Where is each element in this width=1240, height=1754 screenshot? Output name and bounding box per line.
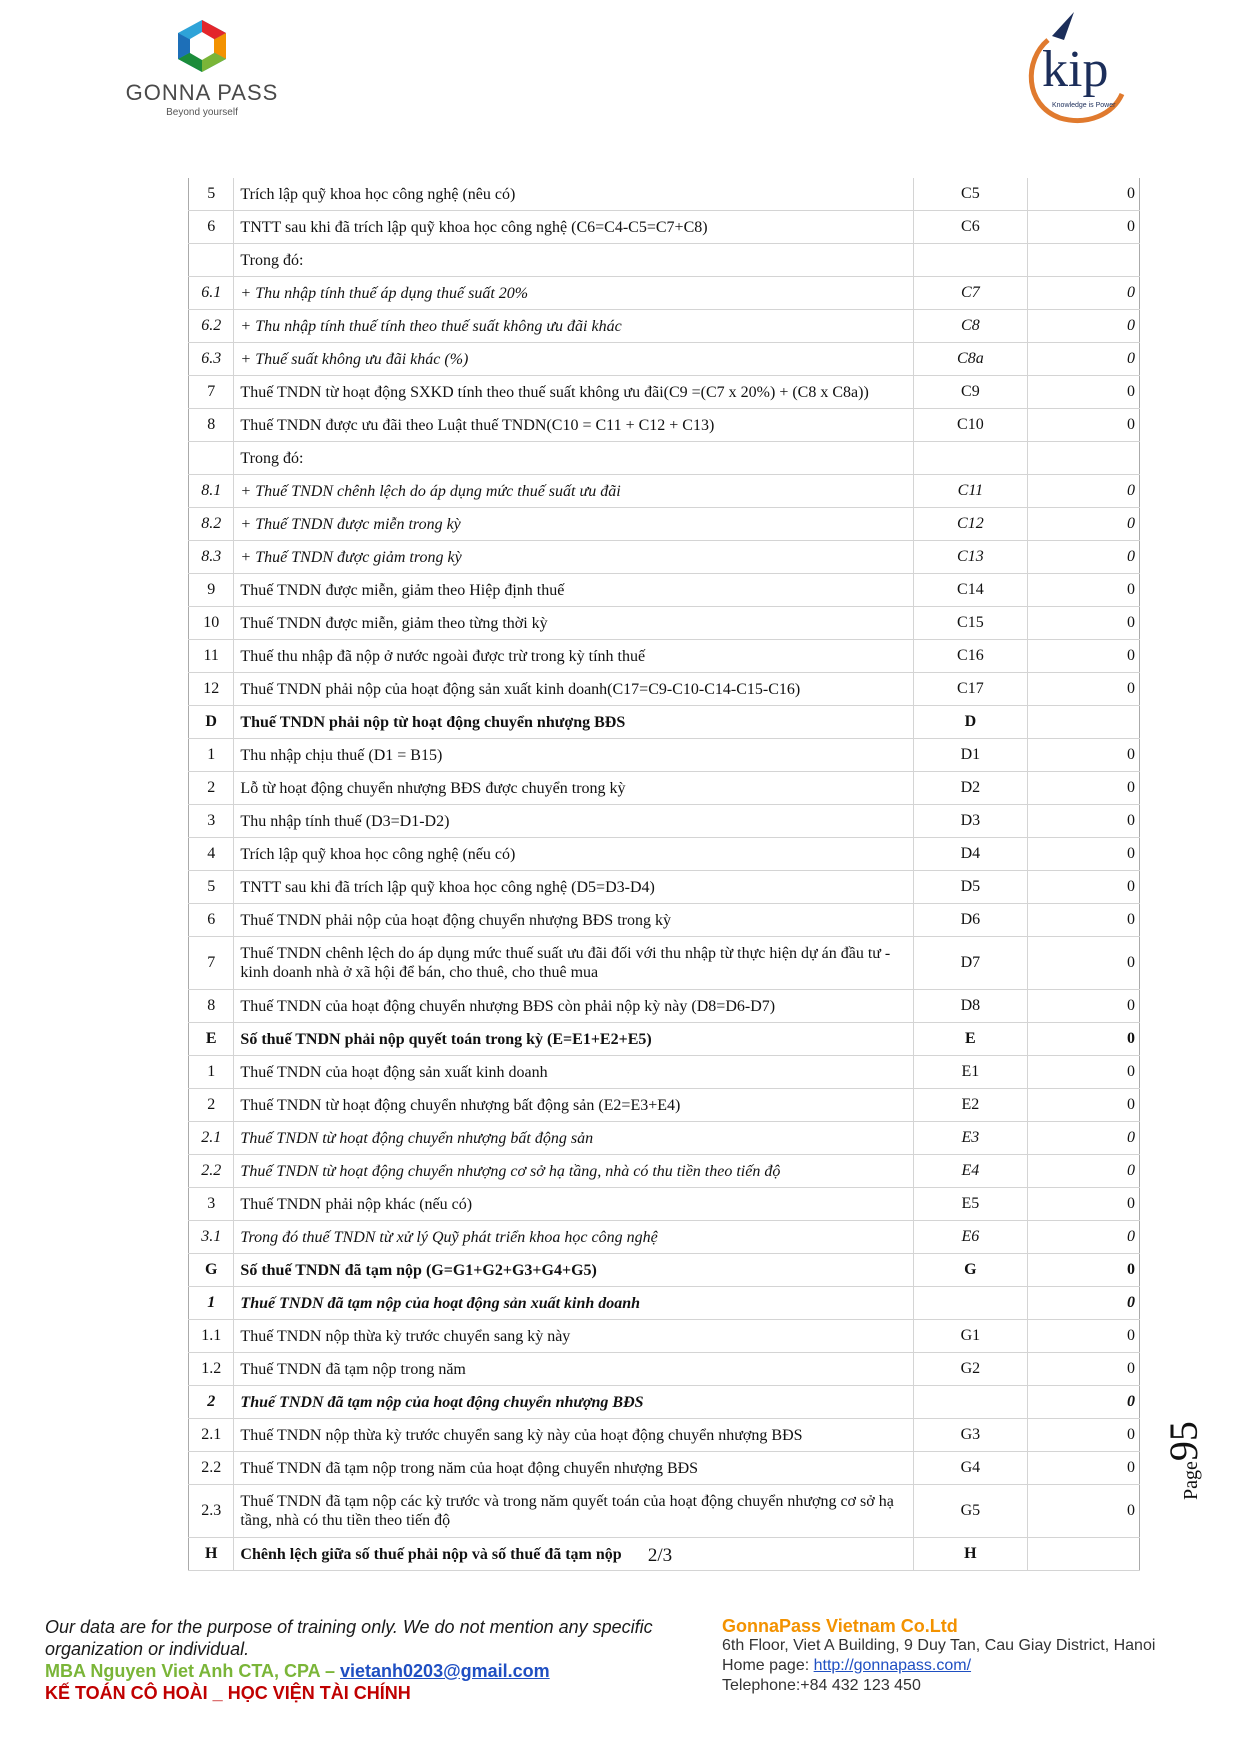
row-description: Thuế TNDN từ hoạt động chuyển nhượng cơ sở hạ tầng, nhà có thu tiền theo tiến độ: [234, 1155, 913, 1188]
row-description: + Thuế TNDN được giảm trong kỳ: [234, 541, 913, 574]
row-number: G: [189, 1254, 234, 1287]
row-number: 8.2: [189, 508, 234, 541]
kip-brand: kip: [1042, 41, 1109, 98]
row-number: 8: [189, 990, 234, 1023]
row-number: 5: [189, 178, 234, 211]
row-value: 0: [1027, 805, 1139, 838]
row-description: Thuế TNDN đã tạm nộp của hoạt động sản xuất kinh doanh: [234, 1287, 913, 1320]
row-number: 1.2: [189, 1353, 234, 1386]
row-value: 0: [1027, 1287, 1139, 1320]
row-number: 6: [189, 904, 234, 937]
row-number: 1.1: [189, 1320, 234, 1353]
row-code: D1: [913, 739, 1027, 772]
row-number: H: [189, 1538, 234, 1571]
table-row: [189, 1122, 1140, 1155]
org-line: KẾ TOÁN CÔ HOÀI _ HỌC VIỆN TÀI CHÍNH: [45, 1683, 411, 1703]
row-number: 2: [189, 1386, 234, 1419]
table-row: [189, 574, 1140, 607]
row-number: 11: [189, 640, 234, 673]
row-description: Thuế TNDN nộp thừa kỳ trước chuyển sang kỳ này của hoạt động chuyển nhượng BĐS: [234, 1419, 913, 1452]
table-row: [189, 541, 1140, 574]
row-value: 0: [1027, 211, 1139, 244]
row-description: Thuế TNDN đã tạm nộp của hoạt động chuyển nhượng BĐS: [234, 1386, 913, 1419]
row-value: 0: [1027, 838, 1139, 871]
table-row: [189, 1485, 1140, 1538]
row-code: D3: [913, 805, 1027, 838]
row-value: [1027, 442, 1139, 475]
row-code: D7: [913, 937, 1027, 990]
row-description: Thuế TNDN từ hoạt động SXKD tính theo thuế suất không ưu đãi(C9 =(C7 x 20%) + (C8 x C8a)): [234, 376, 913, 409]
row-code: G5: [913, 1485, 1027, 1538]
gonnapass-tagline: Beyond yourself: [166, 107, 238, 118]
row-number: 2.3: [189, 1485, 234, 1538]
row-description: Thuế TNDN phải nộp khác (nếu có): [234, 1188, 913, 1221]
row-code: D8: [913, 990, 1027, 1023]
row-number: 3: [189, 1188, 234, 1221]
row-code: C15: [913, 607, 1027, 640]
row-number: 4: [189, 838, 234, 871]
table-row: [189, 1386, 1140, 1419]
footer-left: [45, 1616, 695, 1704]
row-value: [1027, 244, 1139, 277]
gonnapass-mark-icon: [174, 18, 230, 74]
row-code: [913, 442, 1027, 475]
telephone: Telephone:+84 432 123 450: [722, 1677, 921, 1694]
row-value: 0: [1027, 1452, 1139, 1485]
author-line: [45, 1660, 695, 1682]
row-description: Thuế TNDN nộp thừa kỳ trước chuyển sang kỳ này: [234, 1320, 913, 1353]
row-value: 0: [1027, 343, 1139, 376]
page-big-number: 95: [1161, 1421, 1206, 1462]
row-description: Thuế TNDN từ hoạt động chuyển nhượng bất động sản (E2=E3+E4): [234, 1089, 913, 1122]
row-value: 0: [1027, 1221, 1139, 1254]
table-row: [189, 1188, 1140, 1221]
row-code: D2: [913, 772, 1027, 805]
row-code: C17: [913, 673, 1027, 706]
homepage-line: [722, 1656, 1182, 1676]
row-value: 0: [1027, 1320, 1139, 1353]
company-name: GonnaPass Vietnam Co.Ltd: [722, 1616, 958, 1636]
row-code: G1: [913, 1320, 1027, 1353]
row-description: Số thuế TNDN đã tạm nộp (G=G1+G2+G3+G4+G5): [234, 1254, 913, 1287]
table-row: [189, 376, 1140, 409]
row-description: Trong đó thuế TNDN từ xử lý Quỹ phát triển khoa học công nghệ: [234, 1221, 913, 1254]
row-number: 10: [189, 607, 234, 640]
row-value: 0: [1027, 475, 1139, 508]
row-code: C10: [913, 409, 1027, 442]
row-number: 2: [189, 1089, 234, 1122]
row-description: + Thuế TNDN chênh lệch do áp dụng mức thuế suất ưu đãi: [234, 475, 913, 508]
row-code: D6: [913, 904, 1027, 937]
table-row: [189, 475, 1140, 508]
row-description: + Thu nhập tính thuế áp dụng thuế suất 20%: [234, 277, 913, 310]
row-value: [1027, 1538, 1139, 1571]
row-value: 0: [1027, 508, 1139, 541]
row-value: 0: [1027, 1188, 1139, 1221]
row-code: E: [913, 1023, 1027, 1056]
row-number: 7: [189, 937, 234, 990]
disclaimer: Our data are for the purpose of training only. We do not mention any specific organization or individual.: [45, 1617, 653, 1659]
row-description: + Thuế suất không ưu đãi khác (%): [234, 343, 913, 376]
table-row: [189, 838, 1140, 871]
row-code: C11: [913, 475, 1027, 508]
gonnapass-logo: [112, 18, 292, 118]
company-address: 6th Floor, Viet A Building, 9 Duy Tan, Cau Giay District, Hanoi: [722, 1637, 1156, 1654]
table-row: [189, 772, 1140, 805]
row-value: 0: [1027, 904, 1139, 937]
row-code: D: [913, 706, 1027, 739]
row-description: Thu nhập tính thuế (D3=D1-D2): [234, 805, 913, 838]
row-code: [913, 244, 1027, 277]
row-value: 0: [1027, 1023, 1139, 1056]
table-row: [189, 211, 1140, 244]
row-value: 0: [1027, 1056, 1139, 1089]
row-code: G4: [913, 1452, 1027, 1485]
table-row: [189, 244, 1140, 277]
row-description: Trong đó:: [234, 442, 913, 475]
homepage-link[interactable]: http://gonnapass.com/: [813, 1657, 972, 1674]
table-row: [189, 937, 1140, 990]
row-value: 0: [1027, 990, 1139, 1023]
row-number: 1: [189, 1056, 234, 1089]
email-link[interactable]: vietanh0203@gmail.com: [340, 1661, 550, 1681]
page-number: 2/3: [647, 1545, 673, 1566]
table-row: [189, 640, 1140, 673]
row-code: G2: [913, 1353, 1027, 1386]
table-row: [189, 310, 1140, 343]
row-number: 8.3: [189, 541, 234, 574]
row-description: Trong đó:: [234, 244, 913, 277]
row-value: 0: [1027, 178, 1139, 211]
table-row: [189, 1221, 1140, 1254]
table-row: [189, 871, 1140, 904]
row-number: 6.3: [189, 343, 234, 376]
row-value: 0: [1027, 409, 1139, 442]
row-code: C8: [913, 310, 1027, 343]
row-value: 0: [1027, 739, 1139, 772]
table-row: [189, 1056, 1140, 1089]
row-number: 3.1: [189, 1221, 234, 1254]
page-word: Page: [1180, 1461, 1202, 1500]
row-code: C6: [913, 211, 1027, 244]
row-number: 2.2: [189, 1155, 234, 1188]
row-description: Lỗ từ hoạt động chuyển nhượng BĐS được chuyển trong kỳ: [234, 772, 913, 805]
row-description: Thuế TNDN từ hoạt động chuyển nhượng bất động sản: [234, 1122, 913, 1155]
row-number: 8: [189, 409, 234, 442]
row-description: Thuế TNDN đã tạm nộp trong năm: [234, 1353, 913, 1386]
row-description: Thuế TNDN chênh lệch do áp dụng mức thuế suất ưu đãi đối với thu nhập từ thực hiện dự án đầu tư - kinh doanh nhà ở xã hội để bán, cho thuê, cho thuê mua: [234, 937, 913, 990]
row-description: Thuế TNDN đã tạm nộp trong năm của hoạt động chuyển nhượng BĐS: [234, 1452, 913, 1485]
row-description: Trích lập quỹ khoa học công nghệ (nếu có): [234, 838, 913, 871]
row-number: 1: [189, 739, 234, 772]
row-number: E: [189, 1023, 234, 1056]
row-value: 0: [1027, 1122, 1139, 1155]
row-description: Thuế TNDN phải nộp của hoạt động sản xuất kinh doanh(C17=C9-C10-C14-C15-C16): [234, 673, 913, 706]
row-code: E5: [913, 1188, 1027, 1221]
table-row: [189, 1419, 1140, 1452]
row-description: Số thuế TNDN phải nộp quyết toán trong kỳ (E=E1+E2+E5): [234, 1023, 913, 1056]
table-row: [189, 442, 1140, 475]
row-number: 6: [189, 211, 234, 244]
row-description: Thuế TNDN được ưu đãi theo Luật thuế TNDN(C10 = C11 + C12 + C13): [234, 409, 913, 442]
row-code: C13: [913, 541, 1027, 574]
row-number: 2.1: [189, 1419, 234, 1452]
author-name: MBA Nguyen Viet Anh CTA, CPA –: [45, 1661, 341, 1681]
row-value: 0: [1027, 772, 1139, 805]
row-code: E3: [913, 1122, 1027, 1155]
row-value: 0: [1027, 310, 1139, 343]
table-row: [189, 739, 1140, 772]
row-code: C16: [913, 640, 1027, 673]
row-value: 0: [1027, 1419, 1139, 1452]
kip-tagline: Knowledge is Power: [1052, 102, 1116, 109]
table-row: [189, 1287, 1140, 1320]
table-row: [189, 409, 1140, 442]
row-value: 0: [1027, 1386, 1139, 1419]
row-number: [189, 442, 234, 475]
row-value: 0: [1027, 1485, 1139, 1538]
footer-right: [722, 1616, 1182, 1696]
row-description: + Thu nhập tính thuế tính theo thuế suất không ưu đãi khác: [234, 310, 913, 343]
row-value: 0: [1027, 673, 1139, 706]
row-number: 2: [189, 772, 234, 805]
side-page-label: [1160, 1390, 1220, 1500]
tax-table: [188, 178, 1140, 1571]
row-value: 0: [1027, 937, 1139, 990]
gonnapass-brand: GONNA PASS: [125, 80, 279, 105]
row-code: [913, 1386, 1027, 1419]
row-number: 2.1: [189, 1122, 234, 1155]
row-description: Thu nhập chịu thuế (D1 = B15): [234, 739, 913, 772]
table-row: [189, 508, 1140, 541]
row-number: 2.2: [189, 1452, 234, 1485]
table-row: [189, 805, 1140, 838]
table-row: [189, 277, 1140, 310]
row-number: 8.1: [189, 475, 234, 508]
row-value: 0: [1027, 277, 1139, 310]
row-code: E2: [913, 1089, 1027, 1122]
row-code: E1: [913, 1056, 1027, 1089]
row-description: Chênh lệch giữa số thuế phải nộp và số thuế đã tạm nộp: [234, 1538, 913, 1571]
row-code: G: [913, 1254, 1027, 1287]
row-code: C7: [913, 277, 1027, 310]
row-value: 0: [1027, 376, 1139, 409]
row-value: 0: [1027, 1353, 1139, 1386]
row-code: D5: [913, 871, 1027, 904]
table-row: [189, 706, 1140, 739]
table-row: [189, 1155, 1140, 1188]
row-value: 0: [1027, 1254, 1139, 1287]
table-row: [189, 1254, 1140, 1287]
row-description: Thuế TNDN đã tạm nộp các kỳ trước và trong năm quyết toán của hoạt động chuyển nhượng cơ sở hạ tầng, nhà có thu tiền theo tiến độ: [234, 1485, 913, 1538]
row-description: Thuế TNDN được miễn, giảm theo Hiệp định thuế: [234, 574, 913, 607]
row-value: 0: [1027, 541, 1139, 574]
table-row: [189, 1089, 1140, 1122]
table-row: [189, 1452, 1140, 1485]
row-value: 0: [1027, 1089, 1139, 1122]
row-code: D4: [913, 838, 1027, 871]
table-row: [189, 1023, 1140, 1056]
row-value: [1027, 706, 1139, 739]
table-row: [189, 904, 1140, 937]
row-description: Thuế TNDN của hoạt động chuyển nhượng BĐS còn phải nộp kỳ này (D8=D6-D7): [234, 990, 913, 1023]
row-code: G3: [913, 1419, 1027, 1452]
table-row: [189, 990, 1140, 1023]
homepage-label: Home page:: [722, 1657, 814, 1674]
row-description: Thuế TNDN phải nộp của hoạt động chuyển nhượng BĐS trong kỳ: [234, 904, 913, 937]
table-row: [189, 1353, 1140, 1386]
kip-logo: [1018, 10, 1128, 130]
row-description: TNTT sau khi đã trích lập quỹ khoa học công nghệ (D5=D3-D4): [234, 871, 913, 904]
row-value: 0: [1027, 871, 1139, 904]
row-description: Thuế TNDN của hoạt động sản xuất kinh doanh: [234, 1056, 913, 1089]
row-number: [189, 244, 234, 277]
row-value: 0: [1027, 607, 1139, 640]
row-code: C5: [913, 178, 1027, 211]
row-value: 0: [1027, 640, 1139, 673]
row-number: 5: [189, 871, 234, 904]
row-value: 0: [1027, 574, 1139, 607]
row-description: Trích lập quỹ khoa học công nghệ (nêu có): [234, 178, 913, 211]
row-number: 6.2: [189, 310, 234, 343]
row-number: 1: [189, 1287, 234, 1320]
row-code: C12: [913, 508, 1027, 541]
row-number: 12: [189, 673, 234, 706]
row-code: E4: [913, 1155, 1027, 1188]
row-number: 9: [189, 574, 234, 607]
table-row: [189, 1320, 1140, 1353]
row-number: D: [189, 706, 234, 739]
row-number: 3: [189, 805, 234, 838]
row-code: [913, 1287, 1027, 1320]
row-description: TNTT sau khi đã trích lập quỹ khoa học công nghệ (C6=C4-C5=C7+C8): [234, 211, 913, 244]
row-description: Thuế TNDN phải nộp từ hoạt động chuyển nhượng BĐS: [234, 706, 913, 739]
row-code: C14: [913, 574, 1027, 607]
row-description: + Thuế TNDN được miễn trong kỳ: [234, 508, 913, 541]
table-row: [189, 178, 1140, 211]
row-code: E6: [913, 1221, 1027, 1254]
row-code: C8a: [913, 343, 1027, 376]
row-value: 0: [1027, 1155, 1139, 1188]
row-code: H: [913, 1538, 1027, 1571]
row-number: 7: [189, 376, 234, 409]
row-number: 6.1: [189, 277, 234, 310]
row-description: Thuế thu nhập đã nộp ở nước ngoài được trừ trong kỳ tính thuế: [234, 640, 913, 673]
row-code: C9: [913, 376, 1027, 409]
table-row: [189, 343, 1140, 376]
table-row: [189, 673, 1140, 706]
table-row: [189, 607, 1140, 640]
row-description: Thuế TNDN được miễn, giảm theo từng thời kỳ: [234, 607, 913, 640]
